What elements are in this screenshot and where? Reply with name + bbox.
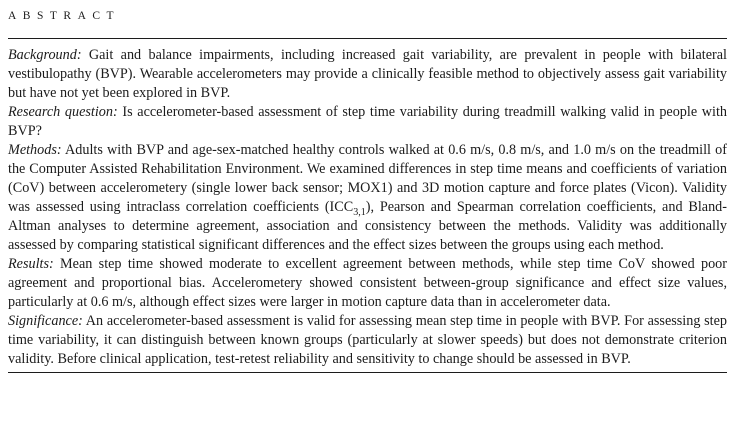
section-label-significance: Significance: — [8, 313, 83, 329]
paragraph-research-question — [8, 103, 727, 141]
section-text-methods-post: ), Pearson and Spearman correlation coefficients, and Bland-Altman analyses to determine agreement, association and consistency between the methods. Validity was additionally assessed by comparing statistical significant differences and the effect sizes between the groups using each method. — [8, 199, 727, 253]
top-divider — [8, 38, 727, 39]
section-text-research-question: Is accelerometer-based assessment of step time variability during treadmill walking valid in people with BVP? — [8, 104, 728, 139]
section-label-research-question: Research question: — [8, 104, 118, 120]
section-label-methods: Methods: — [8, 142, 62, 158]
icc-subscript: 3,1 — [353, 206, 366, 218]
paragraph-results — [8, 255, 727, 312]
paragraph-background — [8, 46, 727, 103]
section-text-significance: An accelerometer-based assessment is valid for assessing mean step time in people with BVP. For assessing step time variability, it can distinguish between known groups (particularly at slower speeds) but does not demonstrate criterion validity. Before clinical application, test-retest reliability and sensitivity to change should be assessed in BVP. — [8, 313, 727, 367]
paragraph-methods — [8, 141, 727, 255]
section-text-results: Mean step time showed moderate to excellent agreement between methods, while step time CoV showed poor agreement and proportional bias. Accelerometery showed consistent between-group significance and effect size values, particularly at 0.6 m/s, although effect sizes were larger in motion capture data than in accelerometer data. — [8, 256, 727, 310]
abstract-body — [8, 46, 727, 369]
bottom-divider — [8, 372, 727, 373]
section-label-background: Background: — [8, 47, 82, 63]
section-text-methods-pre: Adults with BVP and age-sex-matched healthy controls walked at 0.6 m/s, 0.8 m/s, and 1.0 m/s on the treadmill of the Computer Assisted Rehabilitation Environment. We examined differences in step time means and coefficients of variation (CoV) between accelerometery (single lower back sensor; MOX1) and 3D motion capture and force plates (Vicon). Validity was assessed using intraclass correlation coefficients (ICC — [8, 142, 727, 215]
paragraph-significance — [8, 312, 727, 369]
section-label-results: Results: — [8, 256, 54, 272]
abstract-heading: ABSTRACT — [8, 10, 121, 22]
section-text-background: Gait and balance impairments, including increased gait variability, are prevalent in people with bilateral vestibulopathy (BVP). Wearable accelerometers may provide a clinically feasible method to objectively assess gait variability but have not yet been explored in BVP. — [8, 47, 727, 101]
